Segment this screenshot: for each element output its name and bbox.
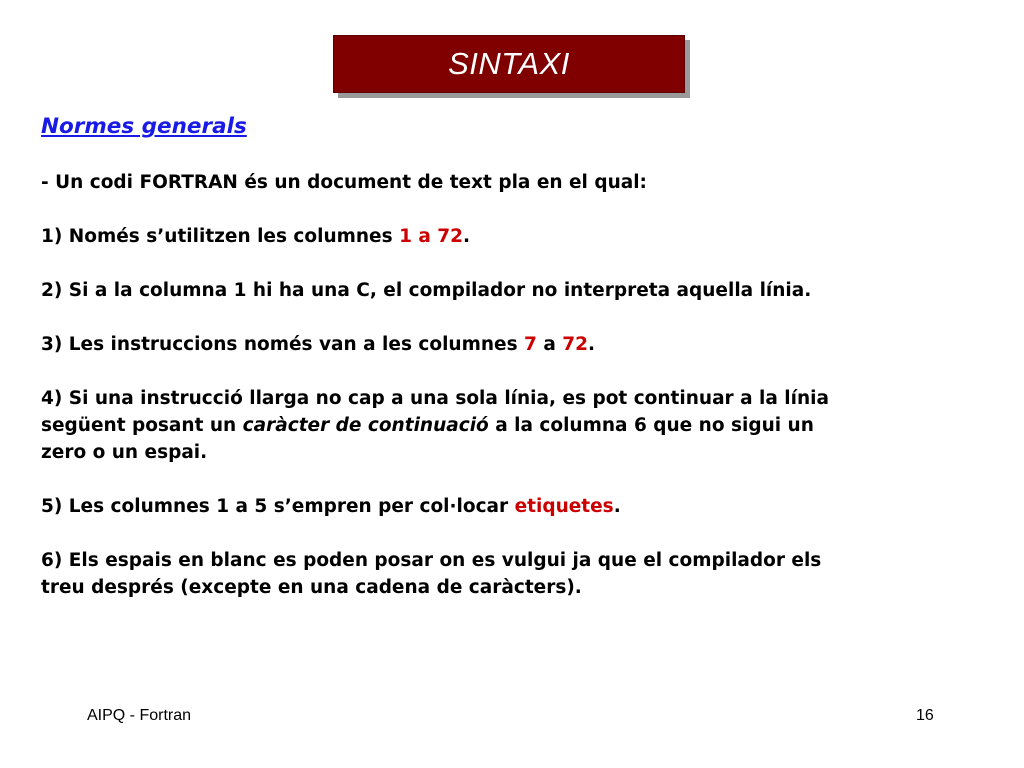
spacer [41,196,1011,223]
footer-page-number: 16 [916,707,934,724]
rule-6-line-2: treu després (excepte en una cadena de caràcters). [41,577,582,598]
intro-text: - Un codi FORTRAN és un document de text pla en el qual: [41,172,647,193]
spacer [41,142,1011,169]
slide-title-box [333,35,685,93]
rule-4-line-1: 4) Si una instrucció llarga no cap a una sola línia, es pot continuar a la línia [41,388,829,409]
rule-5-prefix: 5) Les columnes 1 a 5 s’empren per col·locar [41,496,515,517]
spacer [41,466,1011,493]
slide-content [41,112,1011,601]
rule-1-highlight: 1 a 72 [399,226,464,247]
spacer [41,250,1011,277]
rule-5-suffix: . [613,496,621,517]
rule-3 [41,331,1011,358]
footer-course-label: AIPQ - Fortran [87,707,192,724]
rule-1-prefix: 1) Només s’utilitzen les columnes [41,226,400,247]
rule-4-line-2-prefix: següent posant un [41,415,243,436]
rule-4-italic-term: caràcter de continuació [242,415,489,436]
spacer [41,520,1011,547]
rule-1-suffix: . [463,226,471,247]
rule-2: 2) Si a la columna 1 hi ha una C, el compilador no interpreta aquella línia. [41,280,812,301]
rule-3-suffix: . [588,334,596,355]
rule-6-line-1: 6) Els espais en blanc es poden posar on es vulgui ja que el compilador els [41,550,822,571]
rule-1 [41,223,1011,250]
spacer [41,304,1011,331]
rule-3-prefix: 3) Les instruccions només van a les columnes [41,334,525,355]
rule-3-highlight-start: 7 [524,334,537,355]
section-heading: Normes generals [41,114,247,139]
rule-4-line-3: zero o un espai. [41,442,208,463]
rule-5-highlight: etiquetes [514,496,614,517]
slide-title: SINTAXI [448,46,570,81]
rule-4-line-2 [41,412,1011,439]
rule-5 [41,493,1011,520]
rule-3-highlight-end: 72 [562,334,589,355]
rule-4-line-2-suffix: a la columna 6 que no sigui un [488,415,814,436]
spacer [41,358,1011,385]
rule-3-middle: a [536,334,563,355]
